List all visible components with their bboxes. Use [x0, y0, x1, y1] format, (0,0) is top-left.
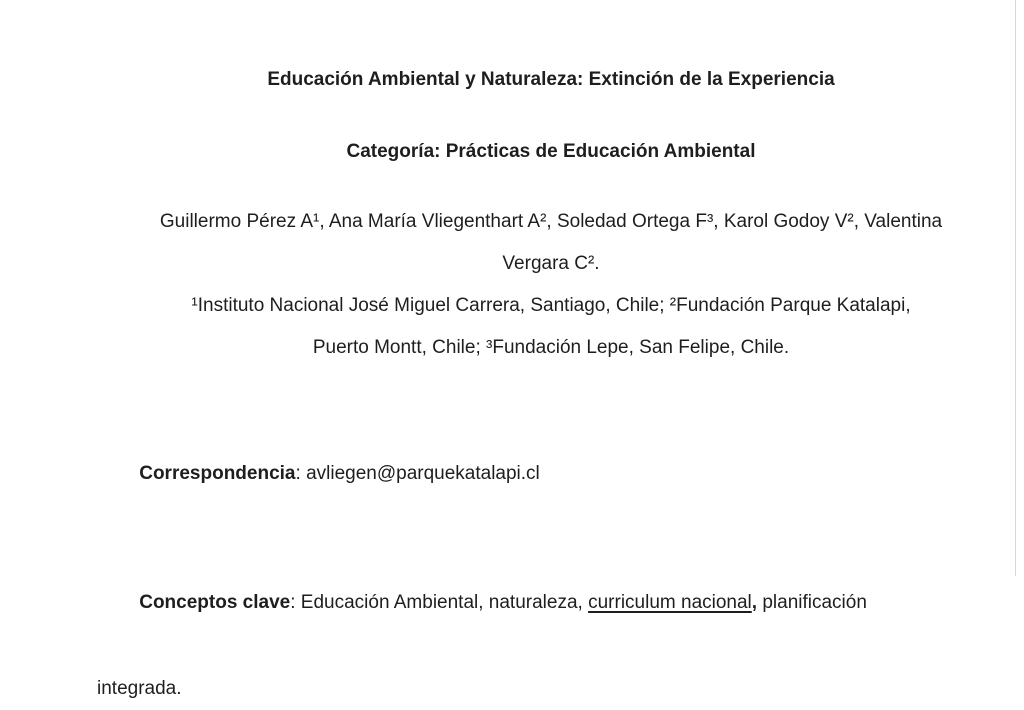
concepts-text-1: Educación Ambiental, naturaleza,: [300, 592, 589, 613]
concepts-label: Conceptos clave: [139, 592, 291, 613]
concepts-text-2: planificación: [757, 592, 867, 613]
category-line: Categoría: Prácticas de Educación Ambiental: [346, 141, 756, 162]
correspondence-label: Correspondencia: [139, 463, 296, 484]
authors-line-2: Vergara C².: [502, 253, 600, 274]
correspondence-email: avliegen@parquekatalapi.cl: [306, 463, 540, 484]
concepts-underlined-term: curriculum nacional: [588, 592, 752, 613]
document-title: Educación Ambiental y Naturaleza: Extinción de la Experiencia: [267, 69, 835, 90]
affiliations-line-1: ¹Instituto Nacional José Miguel Carrera, Santiago, Chile; ²Fundación Parque Katalapi,: [191, 295, 911, 316]
authors-line-1: Guillermo Pérez A¹, Ana María Vliegenthart A², Soledad Ortega F³, Karol Godoy V², Valentina: [159, 211, 943, 232]
authors-affiliations-block: [97, 201, 1005, 369]
document-content: [97, 0, 1005, 710]
page-right-edge-line: [1015, 0, 1016, 576]
affiliations-line-2: Puerto Montt, Chile; ³Fundación Lepe, San Felipe, Chile.: [312, 337, 790, 358]
concepts-line-1: [97, 538, 1005, 667]
meta-block: [97, 409, 1005, 710]
concepts-line-2: integrada.: [97, 678, 182, 699]
correspondence-colon: :: [295, 463, 307, 484]
concepts-colon: :: [290, 592, 301, 613]
concepts-bold-comma: ,: [751, 592, 758, 613]
correspondence-line: [97, 409, 1005, 538]
